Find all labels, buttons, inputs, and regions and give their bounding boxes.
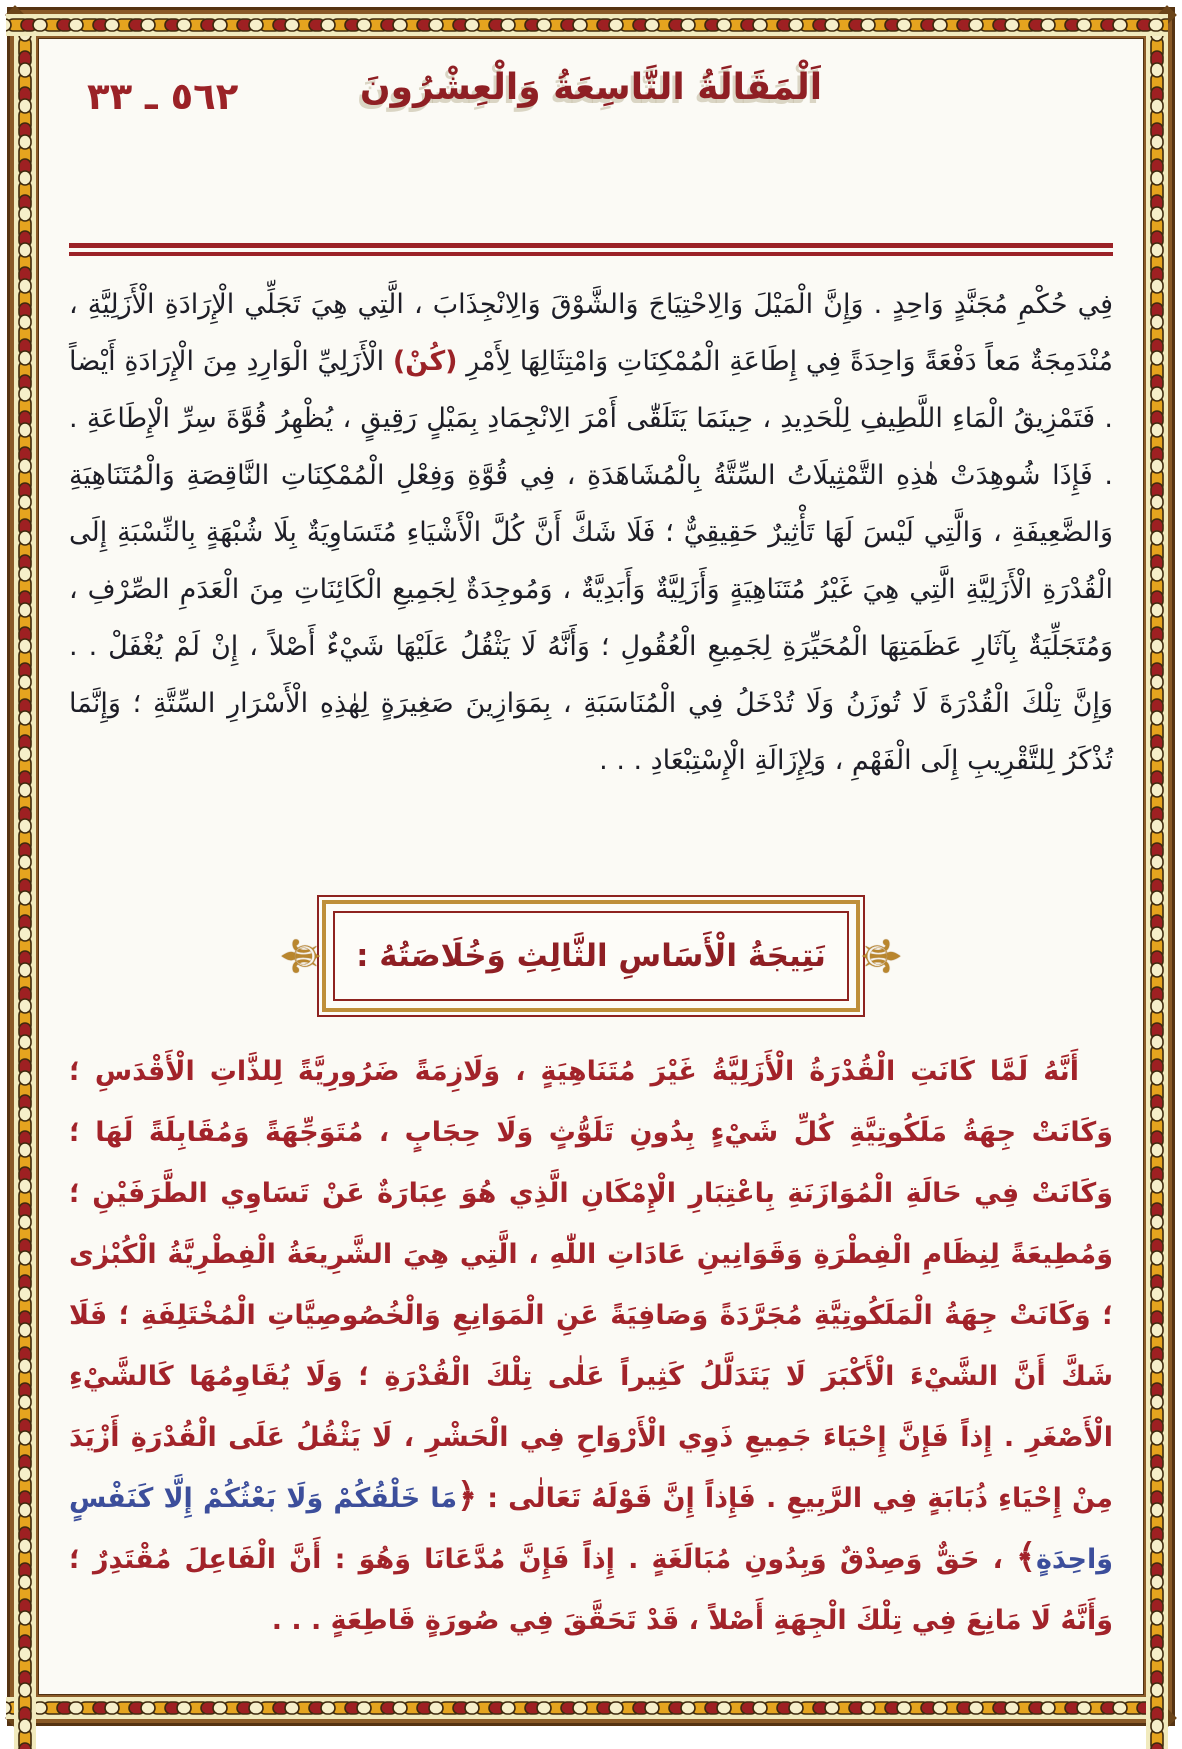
kun-command-highlight: (كُنْ) <box>392 346 458 377</box>
body-paragraph <box>69 276 1113 789</box>
section-heading-box: ⚜ ⚜ نَتِيجَةُ الْأَسَاسِ الثَّالِثِ وَخُلَاصَتُهُ : <box>317 895 865 1017</box>
chain-border-left-icon <box>14 36 36 1749</box>
header-divider-line-top <box>69 243 1113 248</box>
header-divider-line-bottom <box>69 252 1113 256</box>
page-number: ٥٦٢ ـ ٣٣ <box>87 75 239 118</box>
section-heading-box-gold-border <box>322 900 860 1012</box>
result-text-before-verse: أَنَّهُ لَمَّا كَانَتِ الْقُدْرَةُ الْأَزَلِيَّةُ غَيْرَ مُتَنَاهِيَةٍ ، وَلَازِمَةً ضَرُورِيَّةً لِلذَّاتِ الْأَقْدَسِ ؛ وَكَانَتْ جِهَةُ مَلَكُوتِيَّةِ كُلِّ شَيْءٍ بِدُونِ تَلَوُّثٍ وَلَا حِجَابٍ ، مُتَوَجِّهَةً وَمُقَابِلَةً لَهَا ؛ وَكَانَتْ فِي حَالَةِ الْمُوَازَنَةِ بِاعْتِبَارِ الْإِمْكَانِ الَّذِي هُوَ عِبَارَةٌ عَنْ تَسَاوِي الطَّرَفَيْنِ ؛ وَمُطِيعَةً لِنِظَامِ الْفِطْرَةِ وَقَوَانِينِ عَادَاتِ اللّٰهِ ، الَّتِي هِيَ الشَّرِيعَةُ الْفِطْرِيَّةُ الْكُبْرٰى ؛ وَكَانَتْ جِهَةُ الْمَلَكُوتِيَّةِ مُجَرَّدَةً وَصَافِيَةً عَنِ الْمَوَانِعِ وَالْخُصُوصِيَّاتِ الْمُخْتَلِفَةِ ؛ فَلَا شَكَّ أَنَّ الشَّيْءَ الْأَكْبَرَ لَا يَتَدَلَّلُ كَثِيراً عَلٰى تِلْكَ الْقُدْرَةِ ؛ وَلَا يُقَاوِمُهَا كَالشَّيْءِ الْأَصْغَرِ . إِذاً فَإِنَّ إِحْيَاءَ جَمِيعِ ذَوِي الْأَرْوَاحِ فِي الْحَشْرِ ، لَا يَثْقُلُ عَلَى الْقُدْرَةِ أَزْيَدَ مِنْ إِحْيَاءِ ذُبَابَةٍ فِي الرَّبِيعِ . فَإِذاً إِنَّ قَوْلَهُ تَعَالٰى : <box>69 1056 1113 1514</box>
body-text-after-kun: الْأَزَلِيِّ الْوَارِدِ مِنَ الْإِرَادَةِ أَيْضاً . فَتَمْزِيقُ الْمَاءِ اللَّطِيفِ لِلْحَدِيدِ ، حِينَمَا يَتَلَقّٰى أَمْرَ الِانْجِمَادِ بِمَيْلٍ رَقِيقٍ ، يُظْهِرُ قُوَّةَ سِرِّ الْإِطَاعَةِ . . فَإِذَا شُوهِدَتْ هٰذِهِ التَّمْثِيلَاتُ السِّتَّةُ بِالْمُشَاهَدَةِ ، فِي قُوَّةِ وَفِعْلِ الْمُمْكِنَاتِ النَّاقِصَةِ وَالْمُتَنَاهِيَةِ وَالضَّعِيفَةِ ، وَالَّتِي لَيْسَ لَهَا تَأْثِيرٌ حَقِيقِيٌّ ؛ فَلَا شَكَّ أَنَّ كُلَّ الْأَشْيَاءِ مُتَسَاوِيَةٌ بِلَا شُبْهَةٍ بِالنِّسْبَةِ إِلَى الْقُدْرَةِ الْأَزَلِيَّةِ الَّتِي هِيَ غَيْرُ مُتَنَاهِيَةٍ وَأَزَلِيَّةٌ وَأَبَدِيَّةٌ ، وَمُوجِدَةٌ لِجَمِيعِ الْكَائِنَاتِ مِنَ الْعَدَمِ الصِّرْفِ ، وَمُتَجَلِّيَةٌ بِآثَارِ عَظَمَتِهَا الْمُحَيِّرَةِ لِجَمِيعِ الْعُقُولِ ؛ وَأَنَّهُ لَا يَثْقُلُ عَلَيْهَا شَيْءٌ أَصْلاً ، إِنْ لَمْ يُغْفَلْ . . وَإِنَّ تِلْكَ الْقُدْرَةَ لَا تُوزَنُ وَلَا تُدْخَلُ فِي الْمُنَاسَبَةِ ، بِمَوَازِينَ صَغِيرَةٍ لِهٰذِهِ الْأَسْرَارِ السِّتَّةِ ؛ وَإِنَّمَا تُذْكَرُ لِلتَّقْرِيبِ إِلَى الْفَهْمِ ، وَلِإِزَالَةِ الْإِسْتِبْعَادِ . . . <box>69 346 1113 776</box>
chain-border-bottom-icon <box>6 1697 1168 1719</box>
body-text-before-kun: فِي حُكْمِ مُجَنَّدٍ وَاحِدٍ . وَإِنَّ الْمَيْلَ وَالِاحْتِيَاجَ وَالشَّوْقَ وَالِانْجِذَابَ ، الَّتِي هِيَ تَجَلِّي الْإِرَادَةِ الْأَزَلِيَّةِ ، مُنْدَمِجَةٌ مَعاً دَفْعَةً وَاحِدَةً فِي إِطَاعَةِ الْمُمْكِنَاتِ وَامْتِثَالِهَا لِأَمْرِ <box>69 289 1113 377</box>
section-heading-title: نَتِيجَةُ الْأَسَاسِ الثَّالِثِ وَخُلَاصَتُهُ : <box>356 938 826 974</box>
verse-open-bracket-icon: ﴿ <box>457 1476 478 1516</box>
section-heading-box-inner-border <box>333 911 849 1001</box>
page-content <box>38 38 1144 1695</box>
result-text-after-verse: ، حَقٌّ وَصِدْقٌ وَبِدُونِ مُبَالَغَةٍ . إِذاً فَإِنَّ مُدَّعَانَا وَهُوَ : أَنَّ الْفَاعِلَ مُقْتَدِرٌ ؛ وَأَنَّهُ لَا مَانِعَ فِي تِلْكَ الْجِهَةِ أَصْلاً ، قَدْ تَحَقَّقَ فِي صُورَةٍ قَاطِعَةٍ . . . <box>69 1544 1113 1636</box>
chain-border-top-icon <box>6 14 1168 36</box>
page-title: اَلْمَقَالَةُ التَّاسِعَةُ وَالْعِشْرُونَ <box>359 67 823 108</box>
result-paragraph <box>69 1041 1113 1651</box>
chain-border-right-icon <box>1146 36 1168 1749</box>
header-divider <box>69 243 1113 256</box>
verse-close-bracket-icon: ﴾ <box>1016 1537 1036 1577</box>
page-header <box>69 39 1113 139</box>
quran-verse: مَا خَلْقُكُمْ وَلَا بَعْثُكُمْ إِلَّا كَنَفْسٍ وَاحِدَةٍ <box>69 1483 1113 1575</box>
